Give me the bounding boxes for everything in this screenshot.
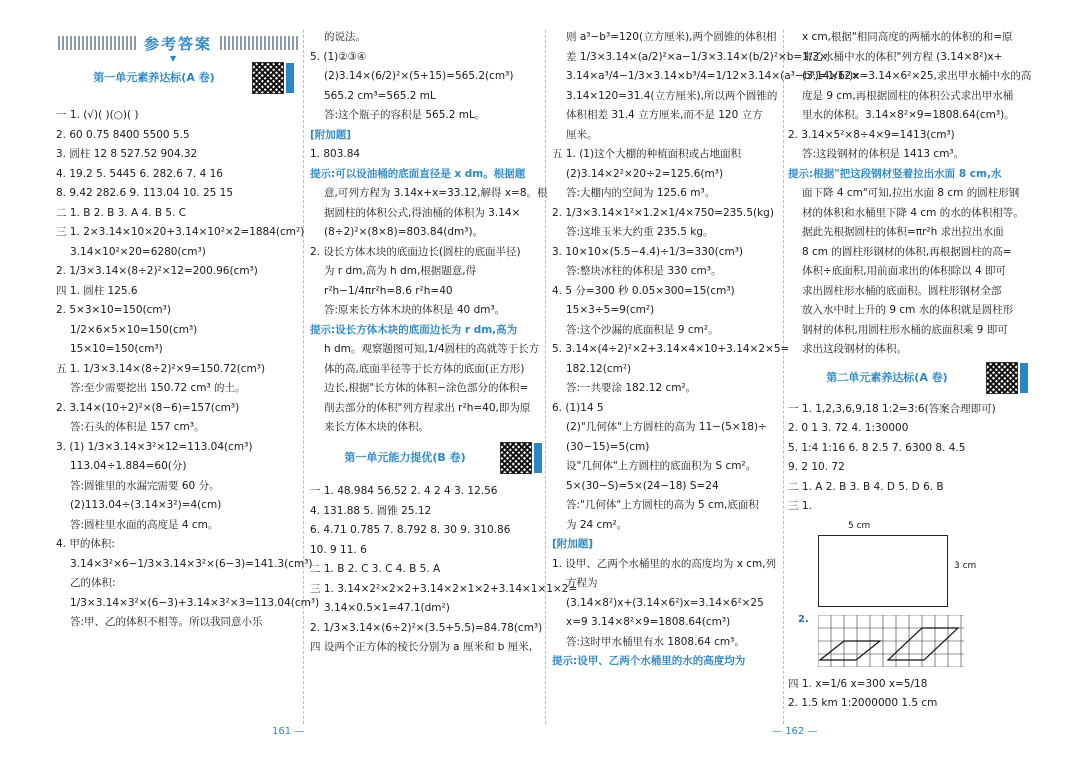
banner-stripes-left (58, 36, 136, 50)
answer-line: 为 24 cm²。 (566, 518, 628, 531)
rect-width-label: 5 cm (848, 520, 871, 531)
answer-line: 据此先根据圆柱的体积=πr²h 求出拉出水面 (802, 226, 1004, 238)
answer-line: 2. 1.5 km 1:2000000 1.5 cm (788, 697, 938, 709)
page-number-value: 161 (272, 726, 292, 737)
section-heading: 第一单元素养达标(A 卷) (93, 71, 215, 84)
answer-line: (2)"几何体"上方圆柱的高为 11−(5×18)÷ (566, 421, 767, 433)
answer-line: 3.14×120=31.4(立方厘米),所以两个圆锥的 (566, 89, 778, 102)
answer-line: 2. 1/3×3.14×1²×1.2×1/4×750=235.5(kg) (552, 206, 774, 219)
answer-line: 3. 10×10×(5.5−4.4)÷1/3=330(cm³) (552, 245, 743, 258)
column-divider (545, 30, 546, 724)
answer-line: 3.14×0.5×1=47.1(dm²) (324, 602, 450, 614)
answer-line: 4. 5 分=300 秒 0.05×300=15(cm³) (552, 284, 735, 297)
answer-line: 答:这堆玉米大约重 235.5 kg。 (566, 226, 714, 238)
answer-line: 钢材的体积,用圆柱形水桶的底面积乘 9 即可 (802, 323, 1008, 336)
answer-line: 答:甲、乙的体积不相等。所以我同意小乐 (70, 616, 263, 628)
answer-line: 体的高,底面半径等于长方体的底面(正方形) (324, 362, 525, 375)
answer-line: 材的体积和水桶里下降 4 cm 的水的体积相等。 (802, 206, 1024, 219)
answer-line: r²h−1/4πr²h=8.6 r²h=40 (324, 284, 453, 297)
answer-line: [附加题] (310, 128, 352, 141)
answer-line: 答:圆锥里的水漏完需要 60 分。 (70, 479, 220, 492)
answer-line: 来乙水桶中水的体积"列方程 (3.14×8²)x+ (802, 50, 1003, 63)
answer-line: 4. 19.2 5. 5445 6. 282.6 7. 4 16 (56, 167, 223, 180)
answer-line: 565.2 cm³=565.2 mL (324, 89, 436, 102)
answer-line: 15×10=150(cm³) (70, 343, 163, 355)
qr-code-icon[interactable] (986, 362, 1018, 394)
qr-code-icon[interactable] (252, 62, 284, 94)
answer-line: 3.14×3²×6−1/3×3.14×3²×(6−3)=141.3(cm³) (70, 557, 313, 570)
answer-line: 1. 设甲、乙两个水桶里的水的高度均为 x cm,列 (552, 557, 777, 570)
section-heading-row (310, 442, 542, 474)
answer-line: 一 1. 48.984 56.52 2. 4 2 4 3. 12.56 (310, 485, 498, 497)
answer-line: 8 cm 的圆柱形钢材的体积,再根据圆柱的高= (802, 245, 1012, 258)
answer-line: (2)113.04÷(3.14×3²)=4(cm) (70, 499, 222, 511)
answer-line: 提示:设长方体木块的底面边长为 r dm,高为 (310, 323, 518, 336)
answer-line: 2. 3.14×5²×8÷4×9=1413(cm³) (788, 128, 955, 141)
grid-question-number: 2. (798, 613, 809, 625)
answer-line: 五 1. (1)这个大棚的种植面积或占地面积 (552, 148, 742, 160)
answer-line: 答:这个瓶子的容积是 565.2 mL。 (324, 109, 486, 121)
answer-lines (788, 677, 1028, 711)
answer-line: 一 1. 1,2,3,6,9,18 1:2=3:6(答案合理即可) (788, 402, 996, 415)
answer-line: 5. 1:4 1:16 6. 8 2.5 7. 6300 8. 4.5 (788, 441, 966, 454)
answer-line: 1. 803.84 (310, 148, 361, 160)
answer-line: 5. (1)②③④ (310, 50, 367, 63)
answer-line: 答:原来长方体木块的体积是 40 dm³。 (324, 304, 506, 316)
answer-line: 答:大棚内的空间为 125.6 m³。 (566, 187, 716, 199)
answer-line: 提示:设甲、乙两个水桶里的水的高度均为 (552, 655, 746, 667)
answer-line: 2. 5×3×10=150(cm³) (56, 304, 171, 316)
answer-line: 5×(30−S)=5×(24−18) S=24 (566, 479, 719, 492)
answer-line: h dm。观察题图可知,1/4圆柱的高就等于长方 (324, 343, 540, 355)
answer-line: 三 1. (788, 500, 812, 512)
answer-line: 答:一共要涂 182.12 cm²。 (566, 382, 697, 394)
section-heading: 第二单元素养达标(A 卷) (826, 370, 948, 384)
parallelogram-grid-drawing (818, 615, 964, 667)
qr-label (286, 63, 294, 93)
answer-lines (310, 30, 548, 434)
answer-line: 6. (1)14 5 (552, 401, 604, 414)
answer-line: 放入水中时上升的 9 cm 水的体积就是圆柱形 (802, 304, 1014, 316)
answer-line: 求出圆柱形水桶的底面积。圆柱形钢材全部 (802, 284, 1002, 297)
answer-line: 1/3×3.14×3²×(6−3)+3.14×3²×3=113.04(cm³) (70, 596, 320, 609)
section-heading: 第一单元能力提优(B 卷) (344, 451, 466, 464)
answer-line: x=9 3.14×8²×9=1808.64(cm³) (566, 616, 731, 628)
answer-line: 四 1. x=1/6 x=300 x=5/18 (788, 677, 928, 690)
answer-lines (788, 402, 1028, 514)
answer-line: 5. 3.14×(4÷2)²×2+3.14×4×10+3.14×2×5= (552, 343, 790, 355)
qr-code-icon[interactable] (500, 442, 532, 474)
answer-line: (2)3.14×2²×20÷2=125.6(m³) (566, 167, 724, 180)
banner-stripes-right (220, 36, 298, 50)
answer-line: 三 1. 3.14×2²×2×2+3.14×2×1×2+3.14×1×1×2= (310, 582, 578, 595)
section-heading-row (56, 62, 294, 94)
qr-label (534, 443, 542, 473)
answer-line: 答:圆柱里水面的高度是 4 cm。 (70, 518, 219, 531)
column-divider (783, 30, 784, 724)
page-number-value: 162 (785, 726, 805, 737)
answer-line: 4. 131.88 5. 圆锥 25.12 (310, 504, 432, 517)
answer-line: 五 1. 1/3×3.14×(8÷2)²×9=150.72(cm³) (56, 362, 266, 375)
answer-lines (788, 30, 1032, 356)
qr-label (1020, 363, 1028, 393)
column-4 (788, 30, 1032, 716)
answer-line: 2. 0 1 3. 72 4. 1:30000 (788, 422, 909, 434)
page-number-left: 161 — (272, 726, 305, 737)
answer-line: 3. 圆柱 12 8 527.52 904.32 (56, 148, 198, 160)
answer-line: 182.12(cm²) (566, 362, 632, 375)
answer-line: 四 设两个正方体的棱长分别为 a 厘米和 b 厘米, (310, 641, 533, 653)
answer-line: 方程为 (566, 577, 598, 589)
answer-line: 提示:可以设油桶的底面直径是 x dm。根据题 (310, 167, 526, 180)
section-heading-row (788, 362, 1028, 394)
rectangle-figure (788, 519, 1028, 607)
answer-line: 四 1. 圆柱 125.6 (56, 284, 138, 297)
answer-line: 一 1. (√)( )(○)( ) (56, 109, 139, 121)
answer-line: 答:这个沙漏的底面积是 9 cm²。 (566, 323, 719, 336)
answer-line: (8÷2)²×(8×8)=803.84(dm³)。 (324, 226, 484, 238)
banner-title: 参考答案 (136, 33, 220, 54)
page-number-right: — 162 — (772, 726, 818, 737)
answer-line: 2. 设长方体木块的底面边长(圆柱的底面半径) (310, 245, 521, 258)
answer-line: 2. 60 0.75 8400 5500 5.5 (56, 128, 190, 141)
answer-line: (3.14×6²)x=3.14×6²×25,求出甲水桶中水的高 (802, 70, 1032, 82)
answer-banner (58, 32, 298, 54)
answer-line: 答:整块冰柱的体积是 330 cm³。 (566, 265, 722, 277)
answer-line: 设"几何体"上方圆柱的底面积为 S cm²。 (566, 460, 757, 472)
answer-line: 体积相差 31.4 立方厘米,而不是 120 立方 (566, 109, 763, 121)
answer-line: (2)3.14×(6/2)²×(5+15)=565.2(cm³) (324, 70, 514, 82)
answer-line: 里水的体积。3.14×8²×9=1808.64(cm³)。 (802, 109, 1015, 121)
column-1 (56, 62, 320, 635)
answer-line: 的说法。 (324, 31, 366, 43)
answer-line: 二 1. A 2. B 3. B 4. D 5. D 6. B (788, 480, 944, 493)
answer-line: 乙的体积: (70, 577, 116, 589)
answer-line: 据圆柱的体积公式,得油桶的体积为 3.14× (324, 206, 521, 219)
answer-line: 2. 1/3×3.14×(8÷2)²×12=200.96(cm³) (56, 265, 258, 277)
answer-line: 2. 3.14×(10÷2)²×(8−6)=157(cm³) (56, 401, 240, 414)
column-divider (303, 30, 304, 724)
answer-line: 削去部分的体积"列方程求出 r²h=40,即为原 (324, 401, 531, 414)
answer-lines (56, 108, 320, 629)
answer-line: 求出这段钢材的体积。 (802, 343, 907, 355)
answer-line: 3.14×10²×20=6280(cm³) (70, 245, 206, 258)
answer-line: 三 1. 2×3.14×10×20+3.14×10²×2=1884(cm²) (56, 226, 305, 238)
answer-line: 答:至少需要挖出 150.72 cm³ 的土。 (70, 382, 246, 394)
rect-height-label: 3 cm (954, 560, 977, 571)
answer-line: 为 r dm,高为 h dm,根据题意,得 (324, 265, 477, 277)
answer-line: 答:石头的体积是 157 cm³。 (70, 421, 205, 433)
banner-arrow-icon: ▼ (170, 54, 177, 63)
answer-line: 113.04÷1.884=60(分) (70, 460, 187, 472)
grid-figure (788, 613, 1028, 677)
answer-line: 边长,根据"长方体的体积−涂色部分的体积= (324, 382, 529, 394)
answer-line: 则 a³−b³=120(立方厘米),两个圆锥的体积相 (566, 31, 777, 43)
answer-line: 答:这段钢材的体积是 1413 cm³。 (802, 148, 965, 160)
answer-line: 二 1. B 2. B 3. A 4. B 5. C (56, 206, 187, 219)
answer-line: 6. 4.71 0.785 7. 8.792 8. 30 9. 310.86 (310, 524, 511, 536)
answer-line: 二 1. B 2. C 3. C 4. B 5. A (310, 563, 441, 575)
answer-line: 提示:根据"把这段钢材竖着拉出水面 8 cm,水 (788, 167, 1002, 180)
answer-line: (3.14×8²)x+(3.14×6²)x=3.14×6²×25 (566, 596, 764, 609)
answer-line: 厘米。 (566, 128, 598, 141)
answer-line: 差 1/3×3.14×(a/2)²×a−1/3×3.14×(b/2)²×b=1/3× (566, 50, 828, 63)
answer-line: 答:"几何体"上方圆柱的高为 5 cm,底面积 (566, 499, 759, 511)
answer-line: (30−15)=5(cm) (566, 440, 650, 453)
answer-line: 4. 甲的体积: (56, 538, 115, 550)
answer-line: 面下降 4 cm"可知,拉出水面 8 cm 的圆柱形钢 (802, 187, 1020, 199)
answer-line: 1/2×6×5×10=150(cm³) (70, 323, 198, 336)
answer-line: 9. 2 10. 72 (788, 461, 845, 473)
answer-line: 3. (1) 1/3×3.14×3²×12=113.04(cm³) (56, 440, 253, 453)
answer-line: 度是 9 cm,再根据圆柱的体积公式求出甲水桶 (802, 89, 1014, 102)
answer-line: x cm,根据"相同高度的两桶水的体积的和=原 (802, 31, 1013, 43)
answer-line: 来长方体木块的体积。 (324, 421, 429, 433)
answer-line: 3.14×a³/4−1/3×3.14×b³/4=1/12×3.14×(a³−b³)=1/12× (566, 70, 860, 82)
answer-line: [附加题] (552, 538, 594, 550)
answer-line: 15×3÷5=9(cm²) (566, 304, 655, 316)
answer-line: 答:这时甲水桶里有水 1808.64 cm³。 (566, 635, 745, 648)
answer-line: 8. 9.42 282.6 9. 113.04 10. 25 15 (56, 187, 233, 199)
answer-line: 意,可列方程为 3.14x+x=33.12,解得 x=8。根 (324, 187, 548, 199)
rectangle-drawing (818, 535, 948, 607)
answer-line: 2. 1/3×3.14×(6÷2)²×(3.5+5.5)=84.78(cm³) (310, 621, 543, 634)
answer-line: 10. 9 11. 6 (310, 543, 367, 556)
answer-line: 体积÷底面积,用前面求出的体积除以 4 即可 (802, 265, 1006, 277)
